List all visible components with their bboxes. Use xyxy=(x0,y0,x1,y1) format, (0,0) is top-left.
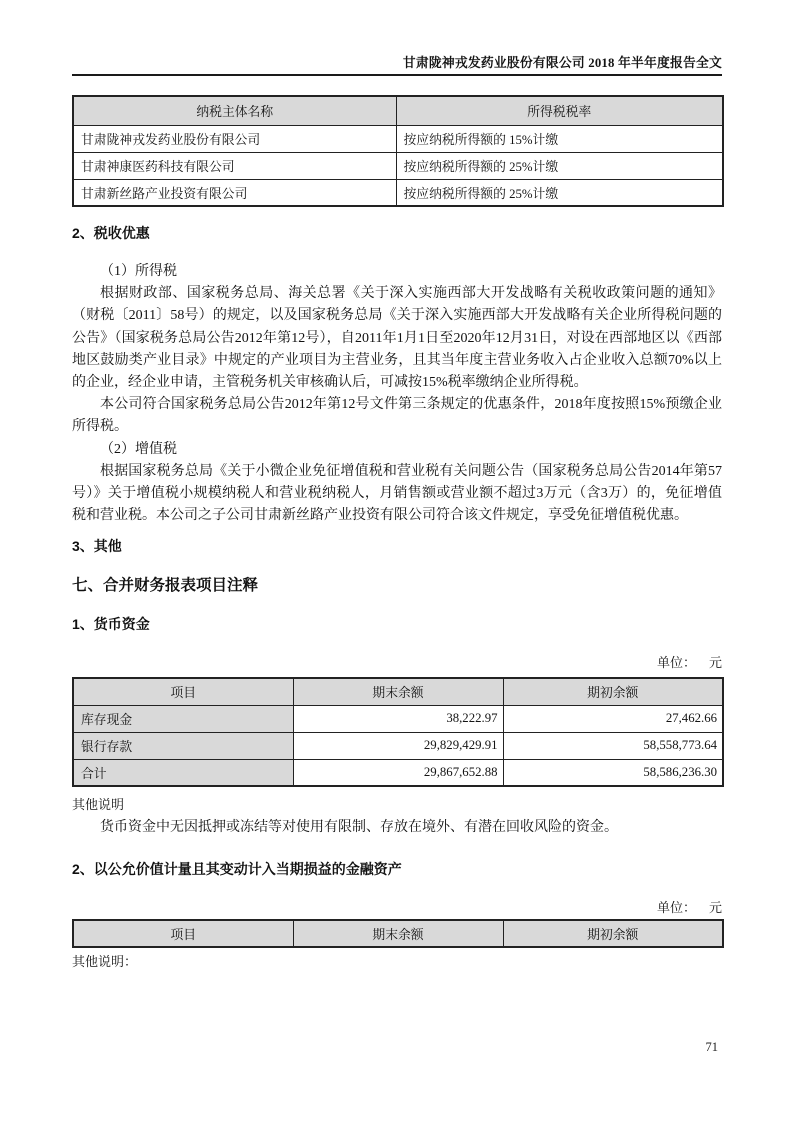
table-row xyxy=(73,179,723,206)
column-header-item: 项目 xyxy=(73,920,293,947)
table-row-cash-on-hand xyxy=(73,705,723,732)
heading-fvtpl-assets: 2、以公允价值计量且其变动计入当期损益的金融资产 xyxy=(72,861,402,877)
closing-balance-cell: 38,222.97 xyxy=(293,705,503,732)
fvtpl-assets-table xyxy=(72,919,724,948)
unit-line-monetary-funds xyxy=(72,652,722,671)
tax-rate-cell: 按应纳税所得额的 25%计缴 xyxy=(396,179,723,206)
table-row xyxy=(73,152,723,179)
table-header-row xyxy=(73,920,723,947)
other-note-label: 其他说明 xyxy=(72,797,125,812)
tax-rate-cell: 按应纳税所得额的 15%计缴 xyxy=(396,125,723,152)
opening-balance-cell: 27,462.66 xyxy=(503,705,723,732)
item-cell: 库存现金 xyxy=(73,705,293,732)
subheading-income-tax: （1）所得税 xyxy=(100,264,177,279)
column-header-income-tax-rate: 所得税税率 xyxy=(396,96,723,125)
table-row-total xyxy=(73,759,723,786)
tax-rate-cell: 按应纳税所得额的 25%计缴 xyxy=(396,152,723,179)
opening-balance-cell: 58,586,236.30 xyxy=(503,759,723,786)
unit-label: 单位： xyxy=(656,655,696,670)
taxpayer-name-cell: 甘肃新丝路产业投资有限公司 xyxy=(73,179,396,206)
column-header-closing-balance: 期末余额 xyxy=(293,920,503,947)
unit-label: 单位： xyxy=(656,900,696,915)
tax-entity-rate-table xyxy=(72,95,724,207)
paragraph-income-tax-company: 本公司符合国家税务总局公告2012年第12号文件第三条规定的优惠条件，2018年度按照15%预缴企业所得税。 xyxy=(72,397,722,435)
subheading-vat: （2）增值税 xyxy=(100,441,177,457)
other-note-label-fvtpl: 其他说明： xyxy=(72,954,138,969)
table-header-row xyxy=(73,678,723,705)
monetary-funds-table xyxy=(72,677,724,787)
item-cell: 合计 xyxy=(73,759,293,786)
table-row xyxy=(73,125,723,152)
item-cell: 银行存款 xyxy=(73,732,293,759)
heading-monetary-funds: 1、货币资金 xyxy=(72,616,150,632)
table-row-bank-deposits xyxy=(73,732,723,759)
column-header-opening-balance: 期初余额 xyxy=(503,678,723,705)
taxpayer-name-cell: 甘肃陇神戎发药业股份有限公司 xyxy=(73,125,396,152)
table-header-row xyxy=(73,96,723,125)
opening-balance-cell: 58,558,773.64 xyxy=(503,732,723,759)
closing-balance-cell: 29,829,429.91 xyxy=(293,732,503,759)
page-number: 71 xyxy=(705,1040,718,1054)
unit-line-fvtpl xyxy=(72,897,722,916)
report-header-title: 甘肃陇神戎发药业股份有限公司 2018 年半年度报告全文 xyxy=(402,56,722,70)
unit-value: 元 xyxy=(708,900,722,915)
monetary-funds-note: 货币资金中无因抵押或冻结等对使用有限制、存放在境外、有潜在回收风险的资金。 xyxy=(100,820,618,835)
closing-balance-cell: 29,867,652.88 xyxy=(293,759,503,786)
column-header-opening-balance: 期初余额 xyxy=(503,920,723,947)
column-header-taxpayer-name: 纳税主体名称 xyxy=(73,96,396,125)
paragraph-income-tax-policy: 根据财政部、国家税务总局、海关总署《关于深入实施西部大开发战略有关税收政策问题的通知》（财税〔2011〕58号）的规定，以及国家税务总局《关于深入实施西部大开发战略有关企业所得税问题的公告》（国家税务总局公告2012年第12号），自2011年1月1日至2020年12月31日，对设在西部地区以《西部地区鼓励类产业目录》中规定的产业项目为主营业务，且其当年度主营业务收入占企业收入总额70%以上的企业，经企业申请，主管税务机关审核确认后，可减按15%税率缴纳企业所得税。 xyxy=(72,286,722,391)
header-divider-rule xyxy=(72,74,722,76)
paragraph-vat-policy: 根据国家税务总局《关于小微企业免征增值税和营业税有关问题公告（国家税务总局公告2014年第57号）》关于增值税小规模纳税人和营业税纳税人，月销售额或营业额不超过3万元（含3万）的，免征增值税和营业税。本公司之子公司甘肃新丝路产业投资有限公司符合该文件规定，享受免征增值税优惠。 xyxy=(72,463,722,524)
taxpayer-name-cell: 甘肃神康医药科技有限公司 xyxy=(73,152,396,179)
column-header-item: 项目 xyxy=(73,678,293,705)
heading-tax-preference: 2、税收优惠 xyxy=(72,225,150,241)
heading-other: 3、其他 xyxy=(72,538,122,554)
unit-value: 元 xyxy=(708,655,722,670)
tax-preference-body xyxy=(72,261,722,527)
column-header-closing-balance: 期末余额 xyxy=(293,678,503,705)
heading-chapter-seven: 七、合并财务报表项目注释 xyxy=(72,577,259,594)
